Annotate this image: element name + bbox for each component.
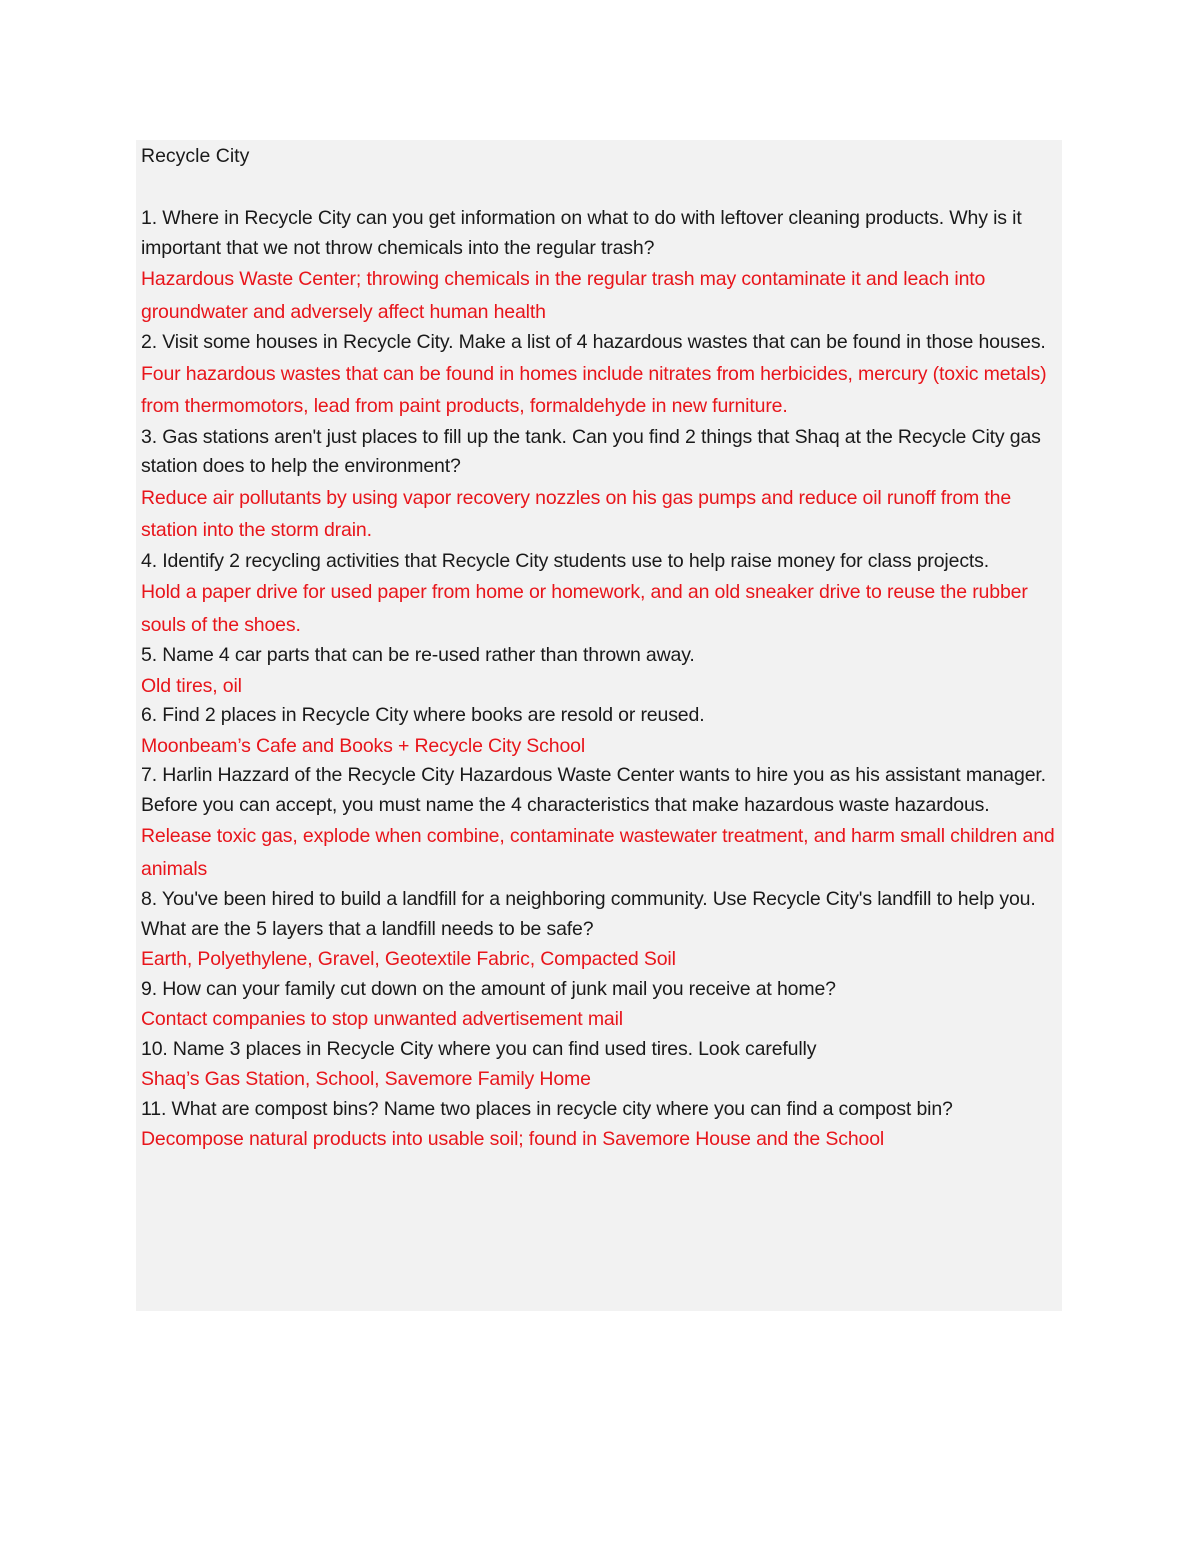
title-spacer <box>141 171 1058 204</box>
question-4: 4. Identify 2 recycling activities that Recycle City students use to help raise money for class projects. <box>141 549 990 572</box>
worksheet-panel <box>136 140 1062 1311</box>
question-11: 11. What are compost bins? Name two places in recycle city where you can find a compost bin? <box>141 1097 953 1120</box>
question-10: 10. Name 3 places in Recycle City where you can find used tires. Look carefully <box>141 1037 817 1060</box>
question-3: 3. Gas stations aren't just places to fill up the tank. Can you find 2 things that Shaq at the Recycle City gas station does to help the environment? <box>141 425 1041 477</box>
question-7: 7. Harlin Hazzard of the Recycle City Hazardous Waste Center wants to hire you as his assistant manager. Before you can accept, you must name the 4 characteristics that make hazardous waste hazardous. <box>141 764 1046 816</box>
answer-10: Shaq’s Gas Station, School, Savemore Family Home <box>141 1068 591 1090</box>
answer-9: Contact companies to stop unwanted advertisement mail <box>141 1008 623 1030</box>
answer-4: Hold a paper drive for used paper from home or homework, and an old sneaker drive to reuse the rubber souls of the shoes. <box>141 581 1028 636</box>
answer-2: Four hazardous wastes that can be found in homes include nitrates from herbicides, mercury (toxic metals) from thermomotors, lead from paint products, formaldehyde in new furniture. <box>141 362 1047 417</box>
answer-1: Hazardous Waste Center; throwing chemicals in the regular trash may contaminate it and leach into groundwater and adversely affect human health <box>141 268 986 323</box>
answer-11: Decompose natural products into usable soil; found in Savemore House and the School <box>141 1128 885 1150</box>
answer-3: Reduce air pollutants by using vapor recovery nozzles on his gas pumps and reduce oil runoff from the station into the storm drain. <box>141 486 1012 541</box>
question-6: 6. Find 2 places in Recycle City where books are resold or reused. <box>141 704 705 726</box>
question-2: 2. Visit some houses in Recycle City. Make a list of 4 hazardous wastes that can be found in those houses. <box>141 331 1046 353</box>
question-8: 8. You've been hired to build a landfill for a neighboring community. Use Recycle City's landfill to help you. What are the 5 layers that a landfill needs to be safe? <box>141 888 1036 940</box>
document-title: Recycle City <box>141 145 250 167</box>
answer-8: Earth, Polyethylene, Gravel, Geotextile Fabric, Compacted Soil <box>141 948 676 970</box>
answer-7: Release toxic gas, explode when combine, contaminate wastewater treatment, and harm small children and animals <box>141 825 1055 880</box>
question-1: 1. Where in Recycle City can you get information on what to do with leftover cleaning products. Why is it important that we not throw chemicals into the regular trash? <box>141 207 1022 259</box>
answer-6: Moonbeam’s Cafe and Books + Recycle City School <box>141 734 586 757</box>
question-9: 9. How can your family cut down on the amount of junk mail you receive at home? <box>141 977 836 1000</box>
question-5: 5. Name 4 car parts that can be re-used rather than thrown away. <box>141 644 695 666</box>
answer-5: Old tires, oil <box>141 674 242 697</box>
